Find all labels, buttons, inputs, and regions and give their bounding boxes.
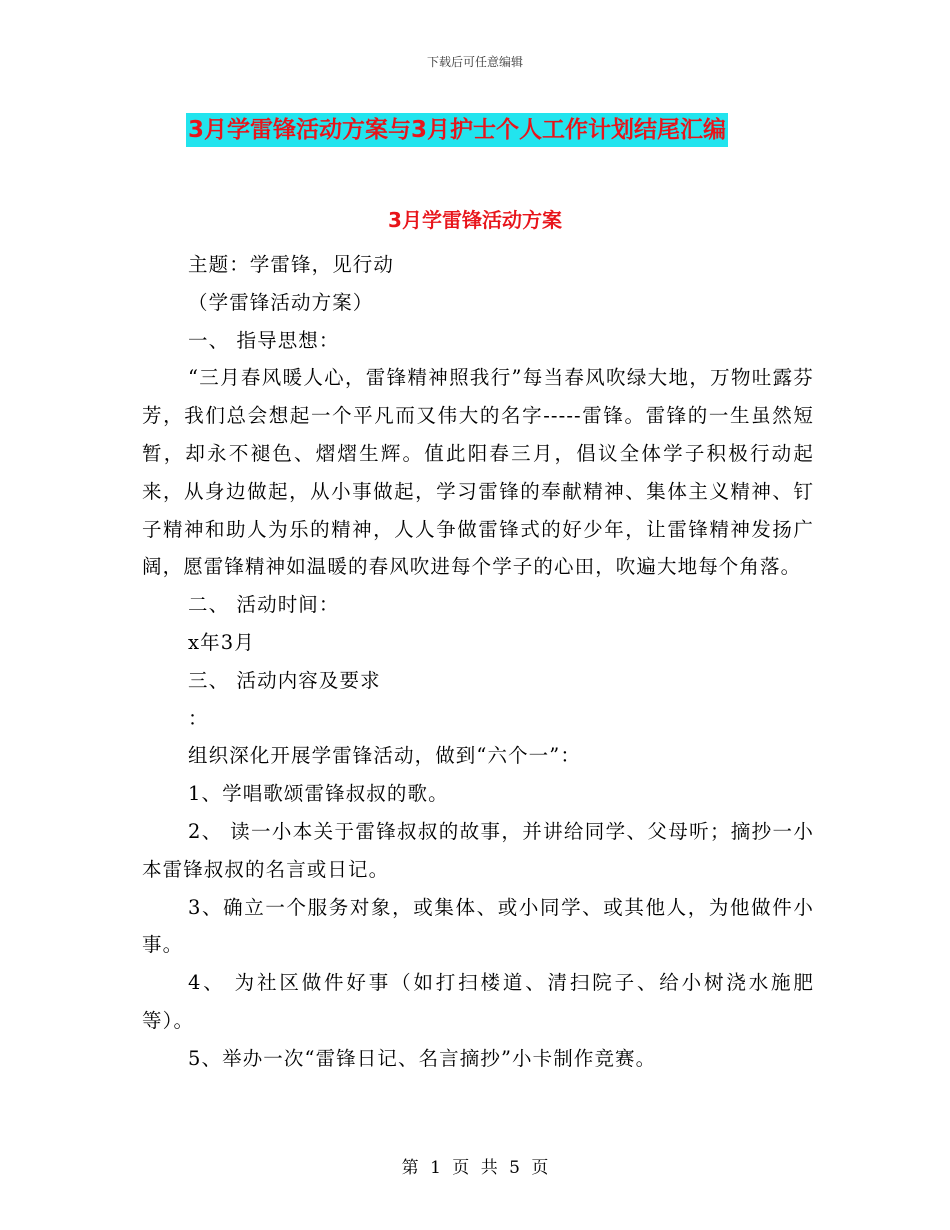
page-number-footer: 第 1 页 共 5 页 bbox=[401, 1158, 549, 1178]
document-main-title: 3月学雷锋活动方案与3月护士个人工作计划结尾汇编 bbox=[186, 113, 728, 147]
list-item: 5、举办一次“雷锋日记、名言摘抄”小卡制作竞赛。 bbox=[188, 1046, 657, 1070]
section-heading-activity-content: 三、 活动内容及要求 bbox=[188, 668, 381, 692]
list-item: 1、学唱歌颂雷锋叔叔的歌。 bbox=[188, 782, 449, 806]
colon-line: ： bbox=[188, 706, 209, 730]
section-heading-activity-time: 二、 活动时间： bbox=[188, 593, 340, 617]
six-ones-intro: 组织深化开展学雷锋活动，做到“六个一”： bbox=[188, 744, 581, 768]
list-item: 4、 为社区做件好事（如打扫楼道、清扫院子、给小树浇水施肥等）。 bbox=[142, 971, 814, 1032]
list-item: 2、 读一小本关于雷锋叔叔的故事，并讲给同学、父母听；摘抄一小本雷锋叔叔的名言或日记。 bbox=[142, 819, 814, 881]
document-body bbox=[142, 246, 814, 1078]
section-heading-guiding-thought: 一、 指导思想： bbox=[188, 328, 340, 352]
activity-time-value: x年3月 bbox=[188, 630, 255, 654]
theme-line: 主题：学雷锋，见行动 bbox=[188, 253, 395, 276]
header-note: 下载后可任意编辑 bbox=[426, 55, 523, 69]
document-sub-title: 3月学雷锋活动方案 bbox=[388, 208, 562, 232]
list-item: 3、确立一个服务对象，或集体、或小同学、或其他人，为他做件小事。 bbox=[142, 895, 814, 957]
plan-name-line: （学雷锋活动方案） bbox=[188, 290, 374, 314]
guiding-thought-paragraph: “三月春风暖人心，雷锋精神照我行”每当春风吹绿大地，万物吐露芬芳，我们总会想起一个平凡而又伟大的名字-----雷锋。雷锋的一生虽然短暂，却永不褪色、熠熠生辉。值此阳春三月，倡议全体学子积极行动起来，从身边做起，从小事做起，学习雷锋的奉献精神、集体主义精神、钉子精神和助人为乐的精神，人人争做雷锋式的好少年，让雷锋精神发扬广阔，愿雷锋精神如温暖的春风吹进每个学子的心田，吹遍大地每个角落。 bbox=[142, 366, 814, 579]
